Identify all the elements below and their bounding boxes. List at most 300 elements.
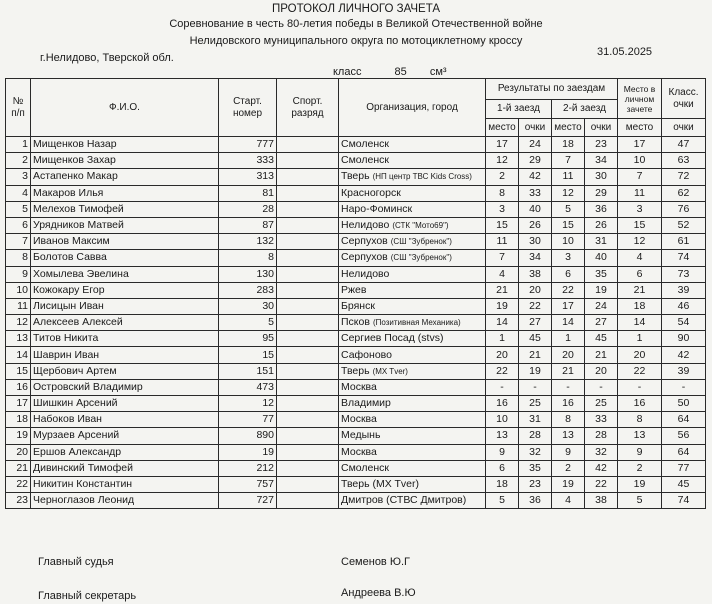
personal-place: 10	[618, 153, 662, 169]
class-points: 47	[662, 137, 706, 153]
table-row	[6, 412, 706, 428]
heat2-place: 14	[552, 315, 585, 331]
organization	[339, 331, 486, 347]
start-number: 313	[219, 169, 277, 185]
personal-place: 9	[618, 444, 662, 460]
heat2-points: 38	[585, 493, 618, 509]
personal-place: 17	[618, 137, 662, 153]
personal-place: 4	[618, 250, 662, 266]
start-number: 151	[219, 363, 277, 379]
col-rank: Спорт. разряд	[277, 79, 339, 137]
organization	[339, 493, 486, 509]
start-number: 87	[219, 217, 277, 233]
col-place-personal: Место в личном зачете	[618, 79, 662, 119]
judge-label: Главный судья	[38, 556, 114, 568]
start-number: 15	[219, 347, 277, 363]
sport-rank	[277, 201, 339, 217]
col-org: Организация, город	[339, 79, 486, 137]
class-info	[333, 66, 447, 78]
class-points: 64	[662, 444, 706, 460]
sport-rank	[277, 282, 339, 298]
start-number: 283	[219, 282, 277, 298]
organization	[339, 137, 486, 153]
heat1-place: 8	[486, 185, 519, 201]
heat1-points: 32	[519, 444, 552, 460]
heat1-place: 17	[486, 137, 519, 153]
athlete-name: Островский Владимир	[31, 379, 219, 395]
personal-place: 12	[618, 234, 662, 250]
col-class-points: Класс. очки	[662, 79, 706, 119]
heat1-points: 40	[519, 201, 552, 217]
organization-city: Нелидово	[341, 267, 390, 280]
heat2-place: 1	[552, 331, 585, 347]
class-points: 64	[662, 412, 706, 428]
heat2-place: 9	[552, 444, 585, 460]
athlete-name: Никитин Константин	[31, 476, 219, 492]
organization	[339, 347, 486, 363]
col-heat2-place: место	[552, 119, 585, 137]
protocol-title: ПРОТОКОЛ ЛИЧНОГО ЗАЧЕТА	[271, 3, 441, 15]
table-row	[6, 169, 706, 185]
table-row	[6, 396, 706, 412]
heat1-place: 4	[486, 266, 519, 282]
results-table	[5, 78, 706, 509]
organization	[339, 444, 486, 460]
organization-team: (Позитивная Механика)	[372, 318, 461, 328]
heat2-place: 3	[552, 250, 585, 266]
heat1-points: 19	[519, 363, 552, 379]
secretary-label: Главный секретарь	[38, 590, 137, 602]
row-number: 7	[6, 234, 31, 250]
organization-city: Серпухов	[341, 251, 388, 264]
start-number: 757	[219, 476, 277, 492]
sport-rank	[277, 185, 339, 201]
sport-rank	[277, 234, 339, 250]
personal-place: 11	[618, 185, 662, 201]
heat2-points: 35	[585, 266, 618, 282]
col-heat2: 2-й заезд	[552, 100, 618, 119]
organization	[339, 363, 486, 379]
table-row	[6, 460, 706, 476]
start-number: 473	[219, 379, 277, 395]
heat1-place: 1	[486, 331, 519, 347]
col-heat2-points: очки	[585, 119, 618, 137]
start-number: 132	[219, 234, 277, 250]
table-row	[6, 347, 706, 363]
athlete-name: Урядников Матвей	[31, 217, 219, 233]
heat2-points: 28	[585, 428, 618, 444]
row-number: 11	[6, 298, 31, 314]
sport-rank	[277, 153, 339, 169]
athlete-name: Макаров Илья	[31, 185, 219, 201]
col-num: № п/п	[6, 79, 31, 137]
heat1-points: 35	[519, 460, 552, 476]
heat2-points: 32	[585, 444, 618, 460]
row-number: 3	[6, 169, 31, 185]
class-points: 39	[662, 363, 706, 379]
class-points: 74	[662, 250, 706, 266]
judge-name: Семенов Ю.Г	[341, 556, 410, 568]
heat2-points: 29	[585, 185, 618, 201]
heat1-place: 15	[486, 217, 519, 233]
organization-city: Серпухов	[341, 235, 388, 248]
class-points: 62	[662, 185, 706, 201]
heat2-place: 17	[552, 298, 585, 314]
athlete-name: Мурзаев Арсений	[31, 428, 219, 444]
sport-rank	[277, 396, 339, 412]
heat2-place: 15	[552, 217, 585, 233]
table-row	[6, 282, 706, 298]
heat1-points: 22	[519, 298, 552, 314]
row-number: 5	[6, 201, 31, 217]
organization	[339, 428, 486, 444]
col-final-place: место	[618, 119, 662, 137]
heat2-points: 30	[585, 169, 618, 185]
heat2-points: 23	[585, 137, 618, 153]
athlete-name: Иванов Максим	[31, 234, 219, 250]
organization-city: Москва	[341, 380, 377, 393]
class-label: класс	[333, 66, 362, 78]
organization-city: Псков	[341, 316, 370, 329]
class-points: 50	[662, 396, 706, 412]
athlete-name: Хомылева Эвелина	[31, 266, 219, 282]
table-row	[6, 234, 706, 250]
event-date: 31.05.2025	[597, 46, 653, 58]
class-points: 42	[662, 347, 706, 363]
organization	[339, 282, 486, 298]
heat2-place: 19	[552, 476, 585, 492]
row-number: 21	[6, 460, 31, 476]
heat1-points: 23	[519, 476, 552, 492]
start-number: 81	[219, 185, 277, 201]
athlete-name: Дивинский Тимофей	[31, 460, 219, 476]
sport-rank	[277, 363, 339, 379]
organization-city: Дмитров (СТВС Дмитров)	[341, 494, 467, 507]
personal-place: 19	[618, 476, 662, 492]
start-number: 130	[219, 266, 277, 282]
heat1-place: 11	[486, 234, 519, 250]
organization-city: Владимир	[341, 397, 391, 410]
row-number: 18	[6, 412, 31, 428]
athlete-name: Мищенков Захар	[31, 153, 219, 169]
heat2-points: 27	[585, 315, 618, 331]
sport-rank	[277, 412, 339, 428]
personal-place: 20	[618, 347, 662, 363]
heat2-points: 31	[585, 234, 618, 250]
sport-rank	[277, 266, 339, 282]
heat1-place: 2	[486, 169, 519, 185]
sport-rank	[277, 250, 339, 266]
table-row	[6, 428, 706, 444]
sport-rank	[277, 476, 339, 492]
table-row	[6, 444, 706, 460]
competition-subtitle-2: Нелидовского муниципального округа по мотоциклетному кроссу	[189, 35, 523, 47]
sport-rank	[277, 169, 339, 185]
athlete-name: Щербович Артем	[31, 363, 219, 379]
personal-place: 1	[618, 331, 662, 347]
class-points: 52	[662, 217, 706, 233]
sport-rank	[277, 217, 339, 233]
heat2-place: 16	[552, 396, 585, 412]
organization	[339, 298, 486, 314]
table-row	[6, 217, 706, 233]
personal-place: 22	[618, 363, 662, 379]
heat1-points: 38	[519, 266, 552, 282]
heat1-points: 36	[519, 493, 552, 509]
heat1-place: 12	[486, 153, 519, 169]
heat1-place: 14	[486, 315, 519, 331]
athlete-name: Шишкин Арсений	[31, 396, 219, 412]
table-row	[6, 137, 706, 153]
personal-place: 3	[618, 201, 662, 217]
organization	[339, 379, 486, 395]
col-final-points: очки	[662, 119, 706, 137]
heat2-points: 45	[585, 331, 618, 347]
table-row	[6, 250, 706, 266]
organization-city: Сафоново	[341, 348, 392, 361]
sport-rank	[277, 428, 339, 444]
start-number: 8	[219, 250, 277, 266]
organization-team: (НП центр ТВС Kids Cross)	[372, 172, 472, 182]
heat2-place: 20	[552, 347, 585, 363]
class-points: 76	[662, 201, 706, 217]
athlete-name: Черноглазов Леонид	[31, 493, 219, 509]
heat2-place: 7	[552, 153, 585, 169]
table-row	[6, 266, 706, 282]
heat2-points: 21	[585, 347, 618, 363]
heat1-points: 27	[519, 315, 552, 331]
heat2-points: 34	[585, 153, 618, 169]
heat1-place: 19	[486, 298, 519, 314]
heat1-points: 21	[519, 347, 552, 363]
class-points: 73	[662, 266, 706, 282]
start-number: 890	[219, 428, 277, 444]
heat1-place: 3	[486, 201, 519, 217]
organization	[339, 412, 486, 428]
heat2-place: 6	[552, 266, 585, 282]
heat2-points: 26	[585, 217, 618, 233]
organization	[339, 234, 486, 250]
class-points: 90	[662, 331, 706, 347]
heat2-points: 25	[585, 396, 618, 412]
organization-team: (СШ "Зубренок")	[390, 253, 452, 263]
col-start: Старт. номер	[219, 79, 277, 137]
personal-place: 13	[618, 428, 662, 444]
personal-place: 16	[618, 396, 662, 412]
heat1-points: 24	[519, 137, 552, 153]
organization-city: Москва	[341, 413, 377, 426]
event-city: г.Нелидово, Тверской обл.	[40, 52, 174, 64]
class-points: -	[662, 379, 706, 395]
col-heat1-points: очки	[519, 119, 552, 137]
heat2-place: 10	[552, 234, 585, 250]
table-row	[6, 185, 706, 201]
heat1-place: 7	[486, 250, 519, 266]
class-points: 56	[662, 428, 706, 444]
heat2-place: 5	[552, 201, 585, 217]
organization-city: Смоленск	[341, 138, 390, 151]
sport-rank	[277, 298, 339, 314]
heat2-place: -	[552, 379, 585, 395]
row-number: 14	[6, 347, 31, 363]
row-number: 13	[6, 331, 31, 347]
start-number: 77	[219, 412, 277, 428]
heat1-place: 18	[486, 476, 519, 492]
organization	[339, 250, 486, 266]
heat1-points: 29	[519, 153, 552, 169]
heat2-place: 13	[552, 428, 585, 444]
heat1-place: 13	[486, 428, 519, 444]
col-heat1-place: место	[486, 119, 519, 137]
row-number: 16	[6, 379, 31, 395]
class-unit: см³	[429, 66, 447, 78]
table-row	[6, 493, 706, 509]
personal-place: 8	[618, 412, 662, 428]
heat1-points: 33	[519, 185, 552, 201]
sport-rank	[277, 315, 339, 331]
sport-rank	[277, 460, 339, 476]
class-points: 45	[662, 476, 706, 492]
heat2-place: 22	[552, 282, 585, 298]
class-points: 77	[662, 460, 706, 476]
organization	[339, 476, 486, 492]
heat1-place: 20	[486, 347, 519, 363]
organization-city: Тверь	[341, 170, 370, 183]
row-number: 22	[6, 476, 31, 492]
heat2-points: -	[585, 379, 618, 395]
sport-rank	[277, 444, 339, 460]
class-points: 74	[662, 493, 706, 509]
row-number: 12	[6, 315, 31, 331]
organization-city: Москва	[341, 445, 377, 458]
row-number: 8	[6, 250, 31, 266]
heat2-place: 18	[552, 137, 585, 153]
row-number: 1	[6, 137, 31, 153]
sport-rank	[277, 347, 339, 363]
heat2-points: 42	[585, 460, 618, 476]
organization-team: (СТК "Мото69")	[392, 221, 449, 231]
class-points: 39	[662, 282, 706, 298]
athlete-name: Мищенков Назар	[31, 137, 219, 153]
heat1-points: 42	[519, 169, 552, 185]
athlete-name: Лисицын Иван	[31, 298, 219, 314]
heat2-place: 12	[552, 185, 585, 201]
heat1-points: 20	[519, 282, 552, 298]
secretary-name: Андреева В.Ю	[341, 587, 416, 599]
heat1-place: 22	[486, 363, 519, 379]
table-row	[6, 331, 706, 347]
start-number: 333	[219, 153, 277, 169]
organization-city: Тверь	[341, 364, 370, 377]
heat1-points: 26	[519, 217, 552, 233]
heat1-points: -	[519, 379, 552, 395]
organization-city: Нелидово	[341, 219, 390, 232]
competition-subtitle: Соревнование в честь 80-летия победы в Великой Отечественной войне	[169, 18, 543, 30]
organization-city: Тверь (MX Tver)	[341, 478, 419, 491]
personal-place: -	[618, 379, 662, 395]
organization	[339, 266, 486, 282]
row-number: 4	[6, 185, 31, 201]
heat1-place: 5	[486, 493, 519, 509]
athlete-name: Кожокару Егор	[31, 282, 219, 298]
heat2-points: 20	[585, 363, 618, 379]
personal-place: 5	[618, 493, 662, 509]
heat2-points: 19	[585, 282, 618, 298]
organization-city: Медынь	[341, 429, 381, 442]
heat1-points: 25	[519, 396, 552, 412]
heat1-place: 21	[486, 282, 519, 298]
heat2-place: 2	[552, 460, 585, 476]
row-number: 9	[6, 266, 31, 282]
heat1-place: 9	[486, 444, 519, 460]
heat1-points: 31	[519, 412, 552, 428]
organization-team: (СШ "Зубренок")	[390, 237, 452, 247]
organization	[339, 153, 486, 169]
sport-rank	[277, 331, 339, 347]
start-number: 777	[219, 137, 277, 153]
athlete-name: Шаврин Иван	[31, 347, 219, 363]
personal-place: 21	[618, 282, 662, 298]
organization-city: Сергиев Посад (stvs)	[341, 332, 444, 345]
athlete-name: Набоков Иван	[31, 412, 219, 428]
class-value: 85	[394, 66, 407, 78]
heat1-place: 10	[486, 412, 519, 428]
start-number: 28	[219, 201, 277, 217]
personal-place: 2	[618, 460, 662, 476]
organization	[339, 396, 486, 412]
row-number: 6	[6, 217, 31, 233]
start-number: 19	[219, 444, 277, 460]
personal-place: 7	[618, 169, 662, 185]
heat2-place: 4	[552, 493, 585, 509]
heat1-points: 45	[519, 331, 552, 347]
athlete-name: Алексеев Алексей	[31, 315, 219, 331]
table-row	[6, 315, 706, 331]
table-row	[6, 363, 706, 379]
class-points: 63	[662, 153, 706, 169]
athlete-name: Ершов Александр	[31, 444, 219, 460]
row-number: 15	[6, 363, 31, 379]
start-number: 30	[219, 298, 277, 314]
class-points: 61	[662, 234, 706, 250]
table-row	[6, 201, 706, 217]
organization	[339, 460, 486, 476]
sport-rank	[277, 493, 339, 509]
organization	[339, 315, 486, 331]
class-points: 46	[662, 298, 706, 314]
row-number: 10	[6, 282, 31, 298]
heat1-place: 16	[486, 396, 519, 412]
start-number: 5	[219, 315, 277, 331]
sport-rank	[277, 379, 339, 395]
organization	[339, 217, 486, 233]
organization-city: Красногорск	[341, 186, 401, 199]
heat2-points: 24	[585, 298, 618, 314]
table-row	[6, 476, 706, 492]
heat2-points: 22	[585, 476, 618, 492]
row-number: 17	[6, 396, 31, 412]
table-row	[6, 298, 706, 314]
organization-city: Смоленск	[341, 154, 390, 167]
heat1-points: 34	[519, 250, 552, 266]
class-points: 54	[662, 315, 706, 331]
heat2-place: 21	[552, 363, 585, 379]
heat1-place: 6	[486, 460, 519, 476]
athlete-name: Мелехов Тимофей	[31, 201, 219, 217]
heat2-place: 8	[552, 412, 585, 428]
start-number: 12	[219, 396, 277, 412]
table-row	[6, 379, 706, 395]
